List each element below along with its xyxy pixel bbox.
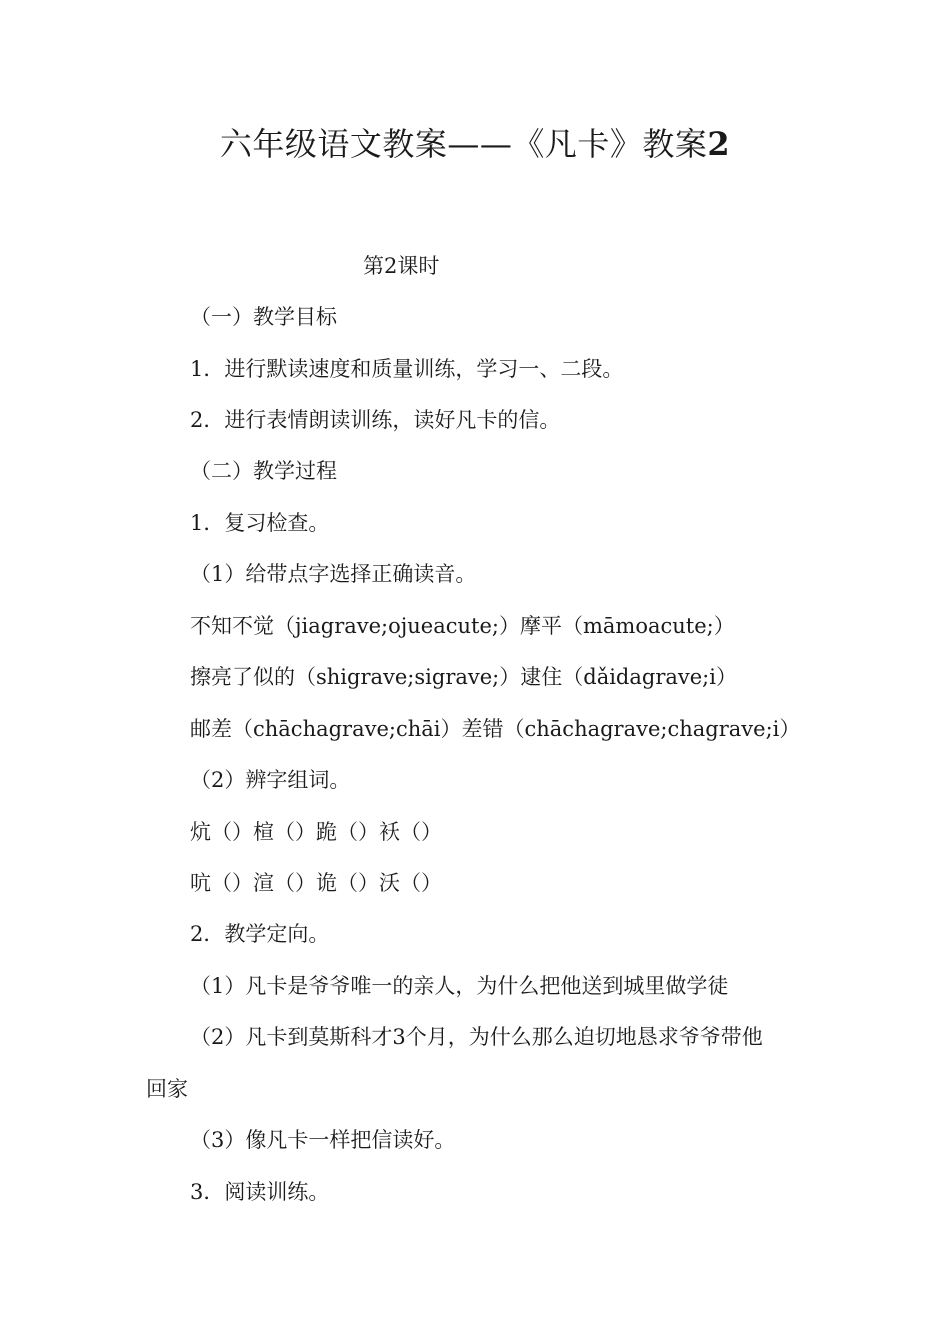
question-line: （2）凡卡到莫斯科才3个月，为什么那么迫切地恳求爷爷带他	[190, 1025, 763, 1049]
section-heading-goals: （一）教学目标	[190, 305, 337, 329]
paragraph: 3．阅读训练。	[190, 1180, 330, 1204]
question-line-continuation: 回家	[146, 1077, 188, 1101]
paragraph: （1）给带点字选择正确读音。	[190, 562, 477, 586]
paragraph: 1．复习检查。	[190, 511, 330, 535]
pronunciation-line: 邮差（chāchagrave;chāi）差错（chāchagrave;chagrave;i）	[190, 717, 801, 741]
word-exercise-line: 炕（）楦（）跪（）袄（）	[190, 820, 442, 844]
section-heading-process: （二）教学过程	[190, 459, 337, 483]
lesson-period: 第2课时	[363, 254, 440, 278]
paragraph: 1．进行默读速度和质量训练，学习一、二段。	[190, 357, 624, 381]
paragraph: （2）辨字组词。	[190, 768, 351, 792]
paragraph: 2．进行表情朗读训练，读好凡卡的信。	[190, 408, 561, 432]
title-main: 六年级语文教案——《凡卡》教案	[219, 125, 708, 163]
page-title	[0, 122, 950, 166]
pronunciation-line: 不知不觉（jiagrave;ojueacute;）摩平（māmoacute;）	[190, 614, 735, 638]
paragraph: 2．教学定向。	[190, 922, 330, 946]
word-exercise-line: 吭（）渲（）诡（）沃（）	[190, 871, 442, 895]
title-number: 2	[707, 125, 731, 163]
question-line: （3）像凡卡一样把信读好。	[190, 1128, 456, 1152]
pronunciation-line: 擦亮了似的（shigrave;sigrave;）逮住（dǎidagrave;i）	[190, 665, 737, 689]
question-line: （1）凡卡是爷爷唯一的亲人，为什么把他送到城里做学徒	[190, 974, 729, 998]
